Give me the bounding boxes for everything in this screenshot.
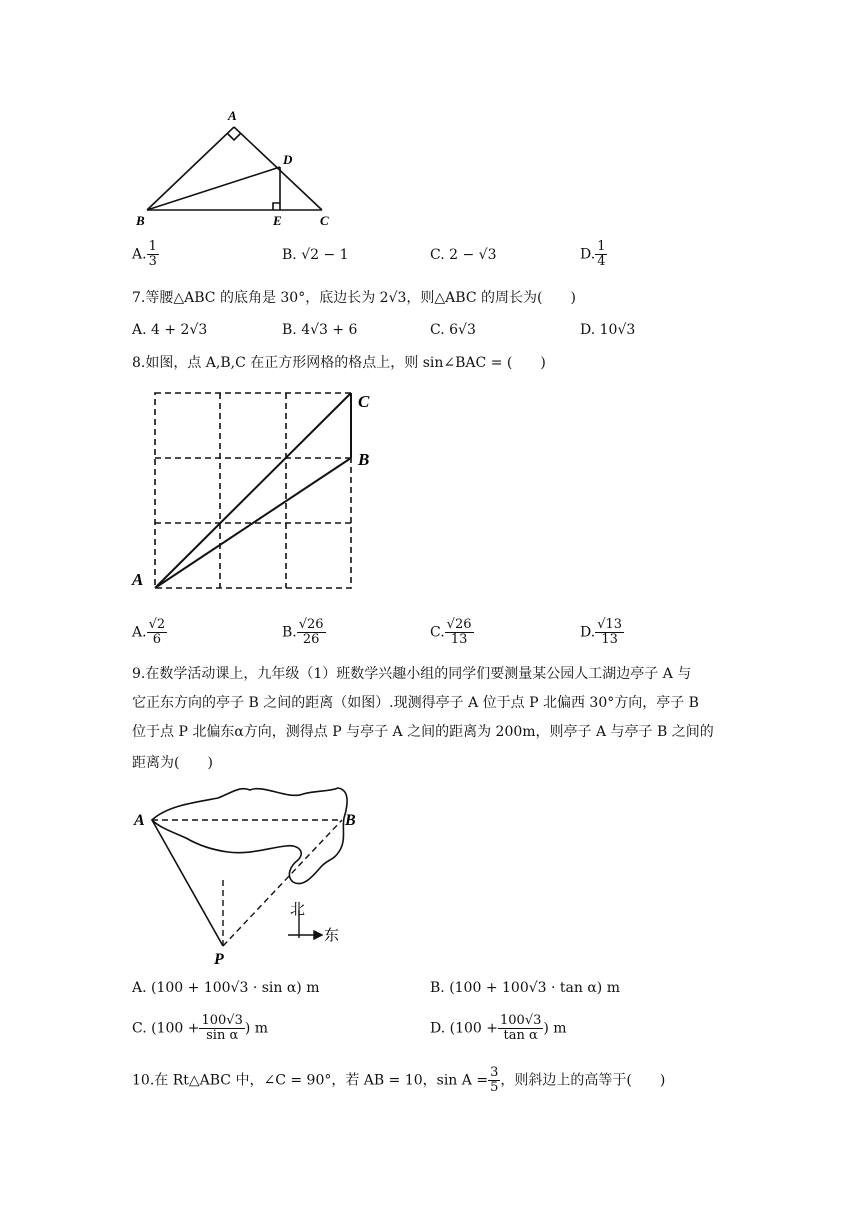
q6-option-a[interactable]: A. $\frac{1}{3}$ (132, 239, 157, 269)
q9-option-b[interactable]: B. (100 + 100√3 · tan α) m (430, 980, 620, 996)
figure-lake-apb (128, 780, 378, 970)
segment-ac (155, 393, 351, 588)
right-angle-mark-e (273, 203, 280, 210)
q9-option-a[interactable]: A. (100 + 100√3 · sin α) m (132, 980, 320, 996)
figure-triangle-abcde (130, 100, 350, 230)
q10-stem: 10.在 Rt△ABC 中，∠C = 90°，若 AB = 10，sin A = $\frac{3}{5}$ ，则斜边上的高等于( ) (132, 1065, 666, 1095)
label-north: 北 (290, 900, 306, 918)
q8-option-a[interactable]: A. $\frac{√2}{6}$ (132, 617, 166, 647)
segment-ab (155, 458, 351, 588)
label-d: D (283, 152, 293, 167)
q9-line-1: 9.在数学活动课上，九年级（1）班数学兴趣小组的同学们要测量某公园人工湖边亭子 A 与 (132, 666, 692, 682)
label-b: B (358, 450, 370, 469)
label-a: A (134, 812, 145, 829)
lake-outline (152, 788, 347, 884)
q9-option-d[interactable]: D. (100 + $\frac{100√3}{\text{tan α}}$ ) m (430, 1013, 567, 1043)
q7-option-b[interactable]: B. 4√3 + 6 (282, 322, 358, 338)
segment-ac (234, 127, 322, 210)
label-b: B (345, 812, 356, 829)
label-e: E (273, 213, 282, 228)
segment-bd (147, 167, 280, 210)
label-east: 东 (324, 926, 340, 944)
q7-option-d[interactable]: D. 10√3 (580, 322, 636, 338)
q6-option-c[interactable]: C. 2 − √3 (430, 247, 497, 263)
label-c: C (358, 392, 370, 411)
q7-stem: 7.等腰△ABC 的底角是 30°，底边长为 2√3，则△ABC 的周长为( ) (132, 290, 576, 306)
q8-option-b[interactable]: B. $\frac{√26}{26}$ (282, 617, 324, 647)
q7-option-a[interactable]: A. 4 + 2√3 (132, 322, 208, 338)
q9-option-c[interactable]: C. (100 + $\frac{100√3}{\text{sin α}}$ ) m (132, 1013, 269, 1043)
q8-option-c[interactable]: C. $\frac{√26}{13}$ (430, 617, 472, 647)
q9-line-4: 距离为( ) (132, 755, 213, 771)
q7-option-c[interactable]: C. 6√3 (430, 322, 476, 338)
q6-option-b[interactable]: B. √2 − 1 (282, 247, 349, 263)
q9-line-3: 位于点 P 北偏东α方向，测得点 P 与亭子 A 之间的距离为 200m，则亭子 A 与亭子 B 之间的 (132, 724, 714, 740)
figure-grid-abc (128, 385, 388, 595)
segment-ba (147, 127, 234, 210)
east-arrowhead (314, 931, 322, 939)
right-angle-mark-a (227, 133, 241, 140)
label-p: P (214, 951, 224, 968)
label-a: A (132, 570, 144, 589)
q8-option-d[interactable]: D. $\frac{√13}{13}$ (580, 617, 623, 647)
label-b: B (136, 213, 145, 228)
q9-line-2: 它正东方向的亭子 B 之间的距离（如图）.现测得亭子 A 位于点 P 北偏西 30°方向，亭子 B (132, 695, 699, 711)
q8-stem: 8.如图，点 A,B,C 在正方形网格的格点上，则 sin∠BAC = ( ) (132, 355, 546, 371)
label-a: A (228, 108, 237, 123)
q6-option-d[interactable]: D. $\frac{1}{4}$ (580, 239, 606, 269)
label-c: C (320, 213, 329, 228)
